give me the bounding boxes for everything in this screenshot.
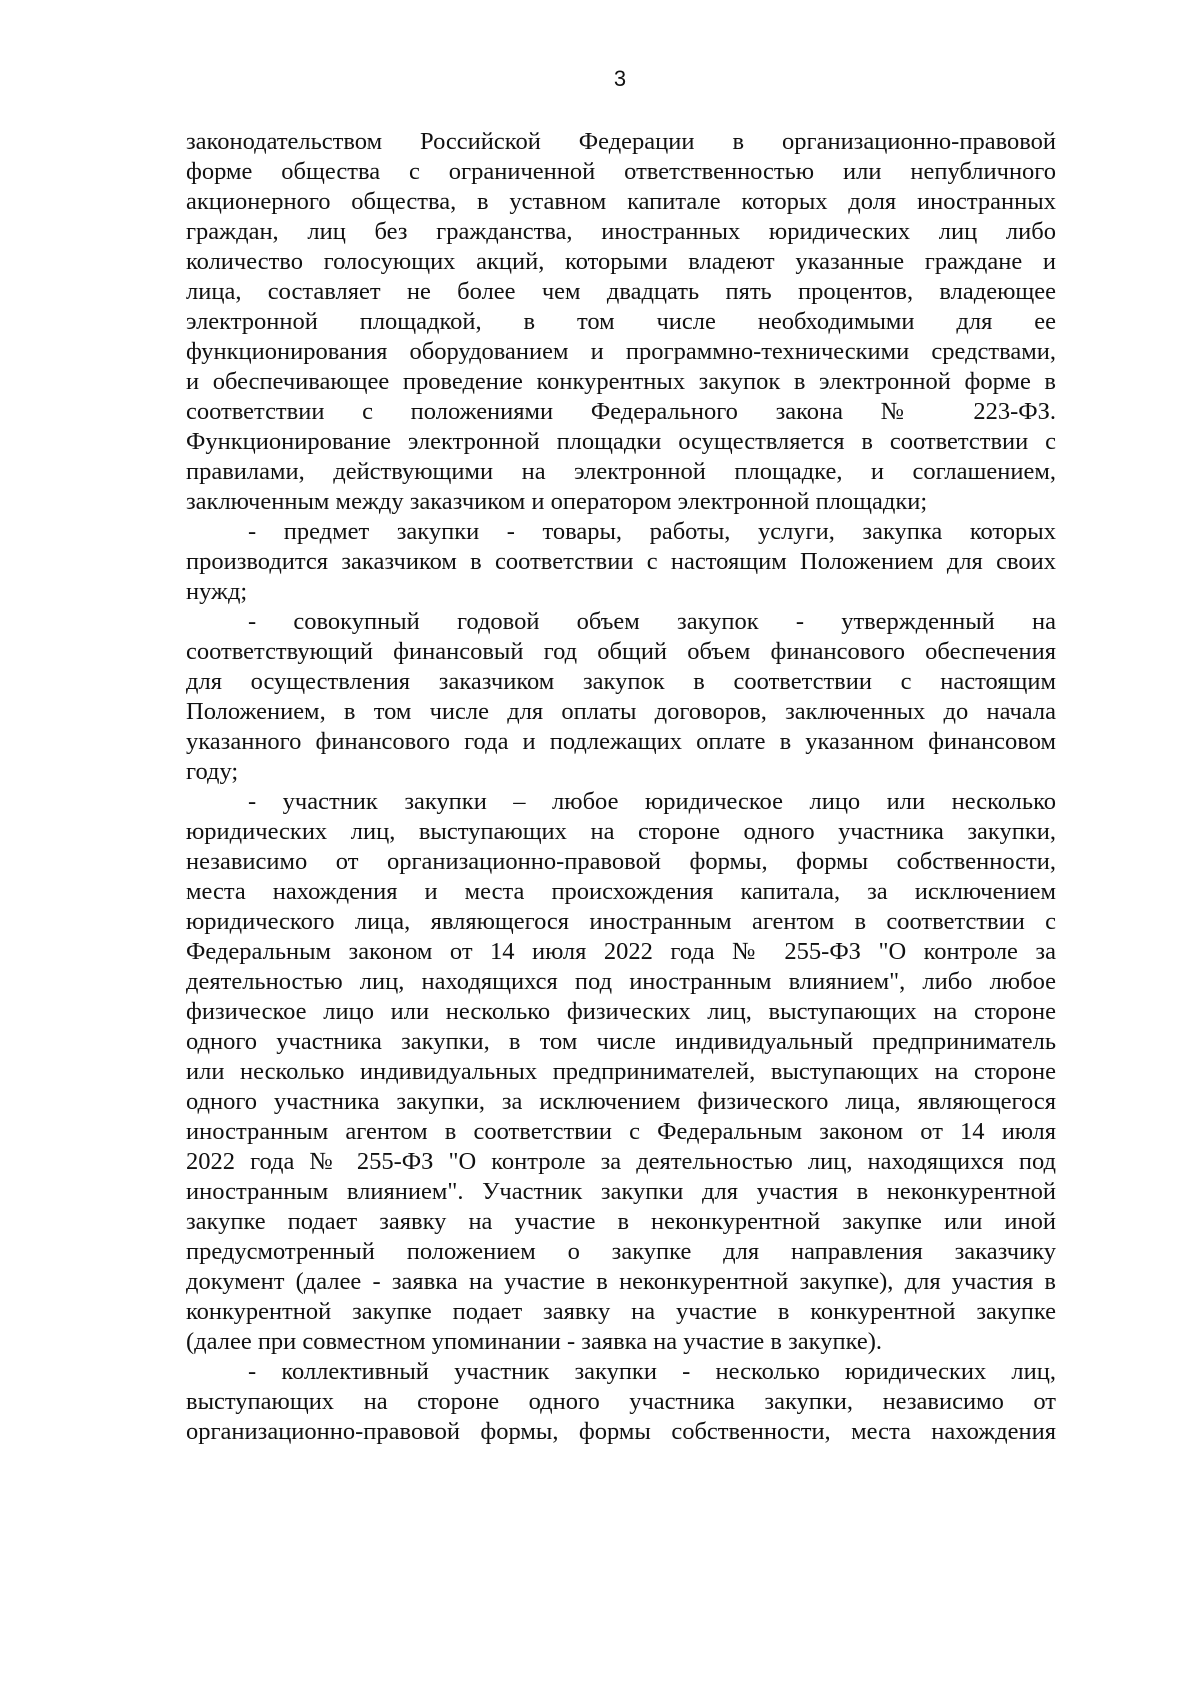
text-line: законодательством Российской Федерации в организационно-правовой (186, 128, 1056, 155)
text-line: акционерного общества, в уставном капитале которых доля иностранных (186, 188, 1056, 215)
page-number: 3 (613, 66, 627, 91)
text-line: закупке подает заявку на участие в неконкурентной закупке или иной (186, 1208, 1056, 1235)
text-line: заключенным между заказчиком и оператором электронной площадки; (186, 488, 928, 515)
document-body (186, 127, 1056, 1447)
paragraph (186, 1357, 1056, 1447)
text-line: лица, составляет не более чем двадцать пять процентов, владеющее (186, 278, 1056, 305)
text-line: юридического лица, являющегося иностранным агентом в соответствии с (186, 908, 1056, 935)
text-line: - участник закупки – любое юридическое лицо или несколько (248, 788, 1056, 815)
text-line: граждан, лиц без гражданства, иностранных юридических лиц либо (186, 218, 1056, 245)
text-line: деятельностью лиц, находящихся под иностранным влиянием", либо любое (186, 968, 1056, 995)
text-line: Функционирование электронной площадки осуществляется в соответствии с (186, 428, 1056, 455)
text-line: производится заказчиком в соответствии с настоящим Положением для своих (186, 548, 1056, 575)
text-line: нужд; (186, 578, 248, 605)
text-line: для осуществления заказчиком закупок в соответствии с настоящим (186, 668, 1056, 695)
text-line: конкурентной закупке подает заявку на участие в конкурентной закупке (186, 1298, 1056, 1325)
text-line: форме общества с ограниченной ответственностью или непубличного (186, 158, 1056, 185)
text-line: и обеспечивающее проведение конкурентных закупок в электронной форме в (186, 368, 1056, 395)
text-line: документ (далее - заявка на участие в неконкурентной закупке), для участия в (186, 1268, 1056, 1295)
text-line: предусмотренный положением о закупке для направления заказчику (186, 1238, 1056, 1265)
text-line: - совокупный годовой объем закупок - утвержденный на (248, 608, 1056, 635)
text-line: соответствующий финансовый год общий объем финансового обеспечения (186, 638, 1056, 665)
text-line: - предмет закупки - товары, работы, услуги, закупка которых (248, 518, 1056, 545)
text-line: функционирования оборудованием и программно-техническими средствами, (186, 338, 1056, 365)
text-line: выступающих на стороне одного участника закупки, независимо от (186, 1388, 1056, 1415)
text-line: организационно-правовой формы, формы собственности, места нахождения (186, 1418, 1056, 1445)
paragraph (186, 607, 1056, 787)
text-line: - коллективный участник закупки - несколько юридических лиц, (248, 1358, 1056, 1385)
text-line: электронной площадкой, в том числе необходимыми для ее (186, 308, 1056, 335)
text-line: юридических лиц, выступающих на стороне одного участника закупки, (186, 818, 1056, 845)
text-line: независимо от организационно-правовой формы, формы собственности, (186, 848, 1056, 875)
paragraph (186, 517, 1056, 607)
text-line: иностранным агентом в соответствии с Федеральным законом от 14 июля (186, 1118, 1056, 1145)
text-line: указанного финансового года и подлежащих оплате в указанном финансовом (186, 728, 1056, 755)
text-line: иностранным влиянием". Участник закупки для участия в неконкурентной (186, 1178, 1056, 1205)
text-line: физическое лицо или несколько физических лиц, выступающих на стороне (186, 998, 1056, 1025)
text-line: соответствии с положениями Федерального закона № 223-ФЗ. (186, 398, 1056, 425)
text-line: 2022 года № 255-ФЗ "О контроле за деятельностью лиц, находящихся под (186, 1148, 1056, 1175)
text-line: или несколько индивидуальных предпринимателей, выступающих на стороне (186, 1058, 1056, 1085)
text-line: одного участника закупки, за исключением физического лица, являющегося (186, 1088, 1056, 1115)
paragraph (186, 127, 1056, 517)
text-line: правилами, действующими на электронной площадке, и соглашением, (186, 458, 1056, 485)
text-line: Федеральным законом от 14 июля 2022 года № 255-ФЗ "О контроле за (186, 938, 1056, 965)
paragraph (186, 787, 1056, 1357)
text-line: Положением, в том числе для оплаты договоров, заключенных до начала (186, 698, 1056, 725)
text-line: году; (186, 758, 239, 785)
text-line: (далее при совместном упоминании - заявка на участие в закупке). (186, 1328, 883, 1355)
text-line: одного участника закупки, в том числе индивидуальный предприниматель (186, 1028, 1056, 1055)
text-line: количество голосующих акций, которыми владеют указанные граждане и (186, 248, 1056, 275)
text-line: места нахождения и места происхождения капитала, за исключением (186, 878, 1056, 905)
